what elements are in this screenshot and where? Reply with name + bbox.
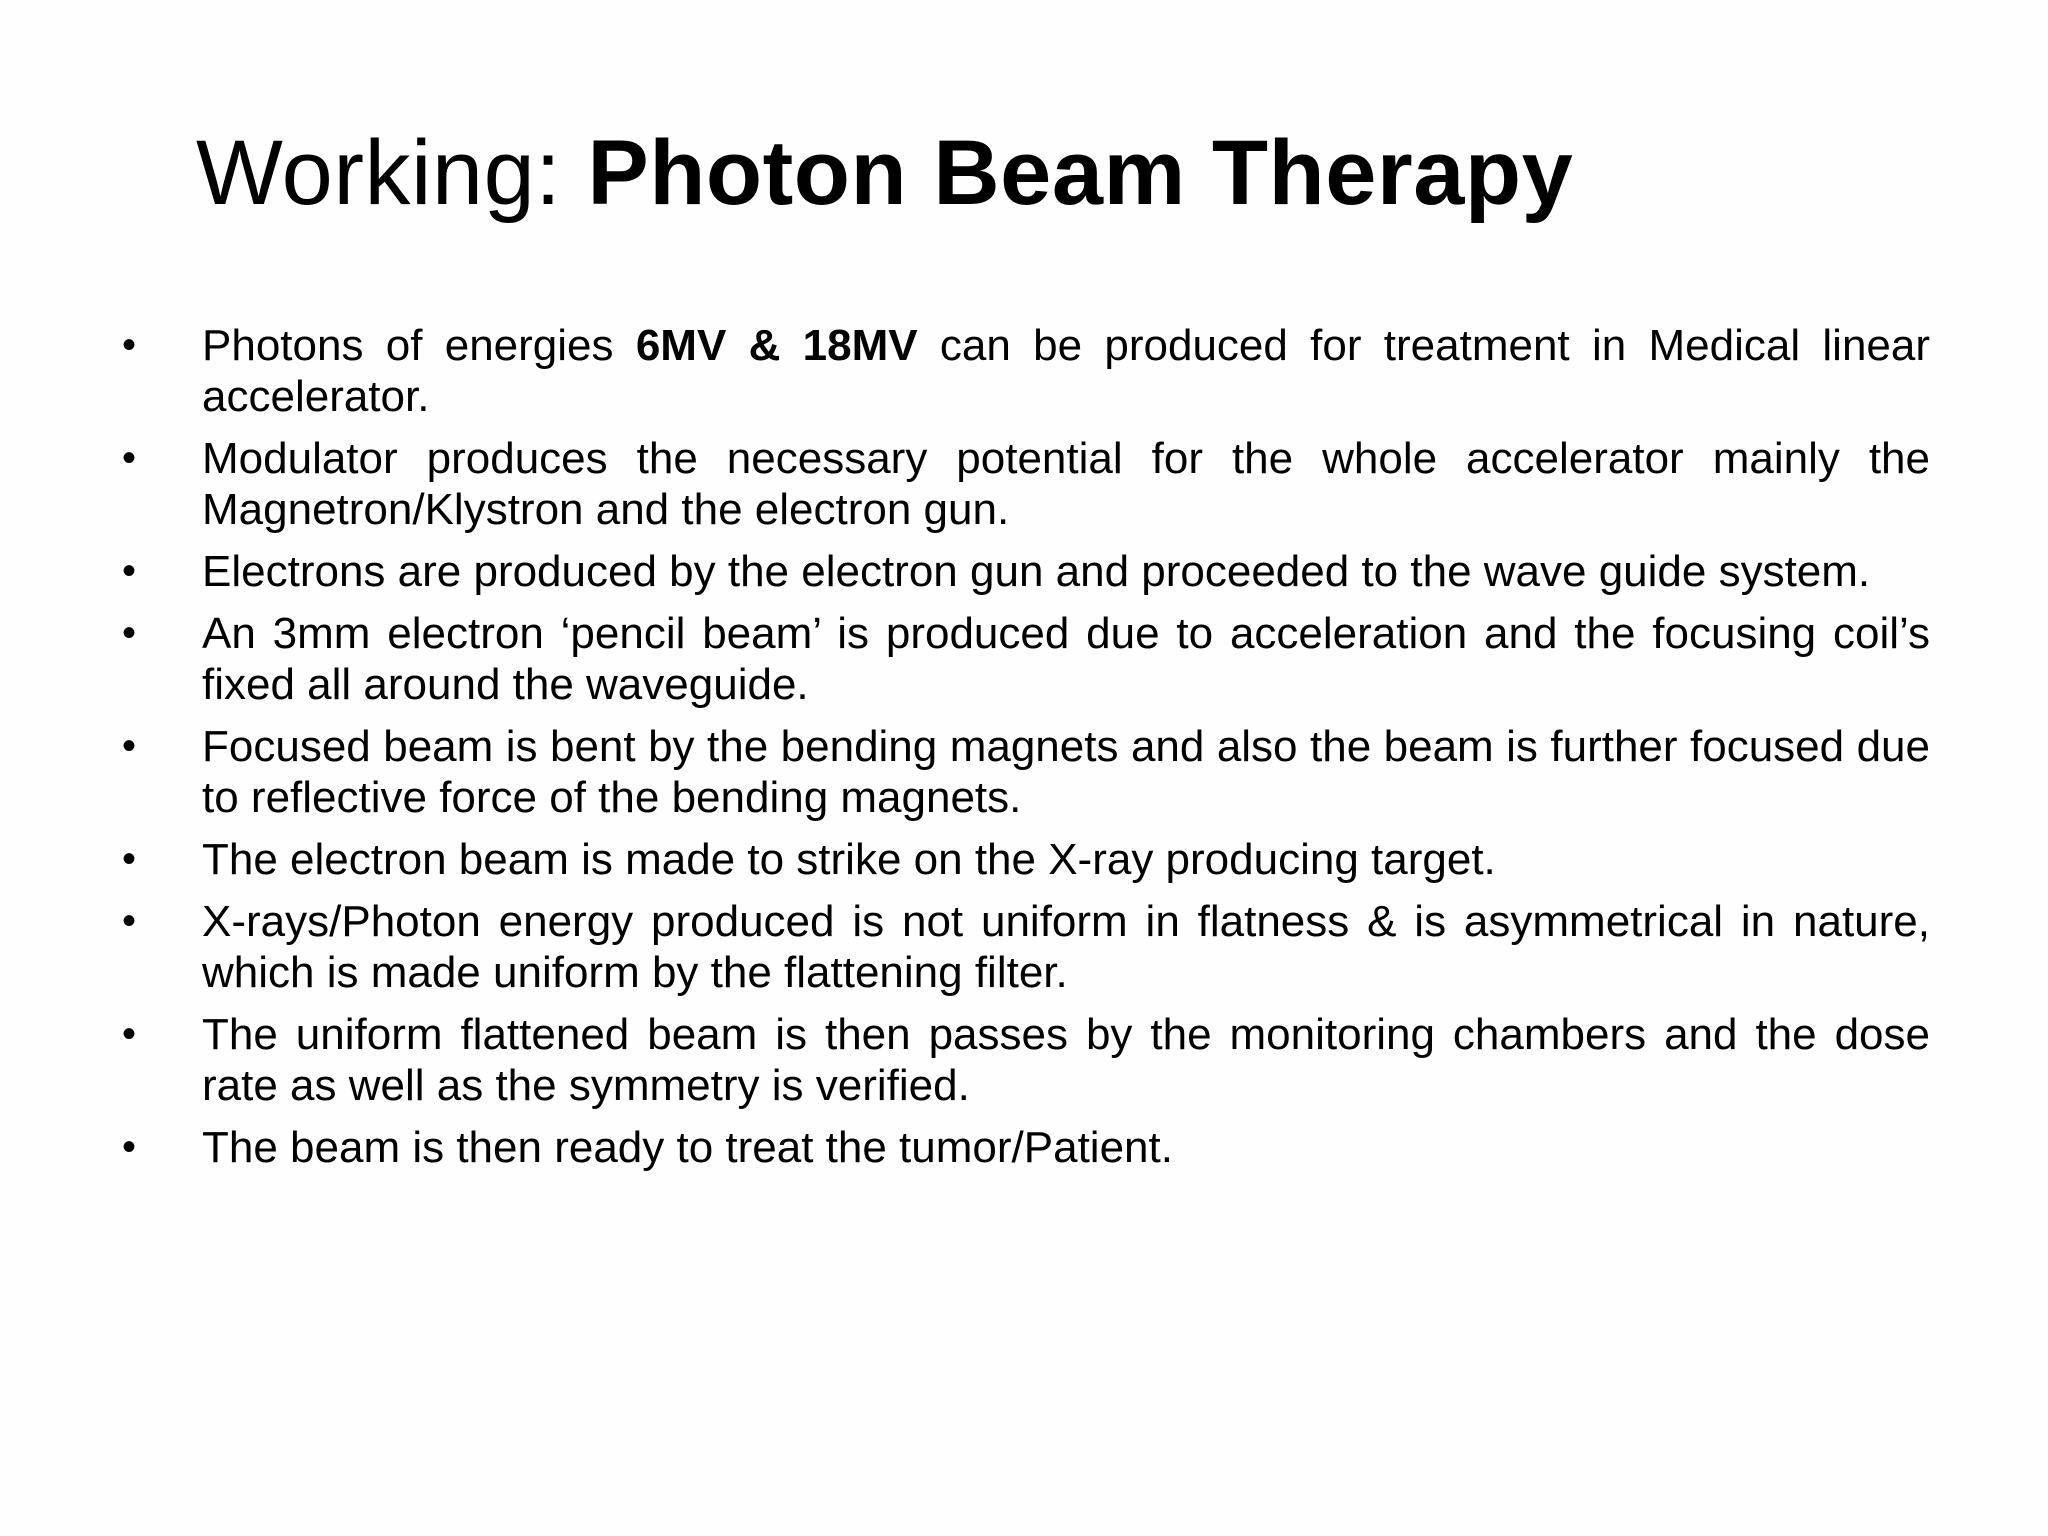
- bullet-text: The uniform flattened beam is then passes by the monitoring chambers and the dose rate as well as the symmetry is verified.: [202, 1010, 1930, 1110]
- bullet-item: [118, 433, 1930, 535]
- bullet-item: [118, 1122, 1930, 1173]
- bullet-item: [118, 896, 1930, 998]
- bullet-text: Electrons are produced by the electron gun and proceeded to the wave guide system.: [202, 547, 1871, 596]
- bullet-dot-icon: •: [122, 899, 137, 943]
- bullet-dot-icon: •: [122, 611, 137, 655]
- bullet-item: [118, 834, 1930, 885]
- bullet-item: [118, 608, 1930, 710]
- bullet-bold-text: 6MV & 18MV: [635, 321, 918, 370]
- bullet-list: [118, 320, 1930, 1184]
- slide-title: [196, 118, 1573, 228]
- bullet-text: An 3mm electron ‘pencil beam’ is produced due to acceleration and the focusing coil’s fixed all around the waveguide.: [202, 609, 1930, 709]
- bullet-text: Focused beam is bent by the bending magnets and also the beam is further focused due to reflective force of the bending magnets.: [202, 722, 1930, 822]
- bullet-item: [118, 1009, 1930, 1111]
- bullet-text: X-rays/Photon energy produced is not uniform in flatness & is asymmetrical in nature, which is made uniform by the flattening filter.: [202, 897, 1930, 997]
- bullet-dot-icon: •: [122, 1125, 137, 1169]
- bullet-text: Modulator produces the necessary potential for the whole accelerator mainly the Magnetron/Klystron and the electron gun.: [202, 434, 1930, 534]
- bullet-dot-icon: •: [122, 549, 137, 593]
- bullet-text-after: can be produced for treatment in Medical linear accelerator.: [202, 321, 1931, 421]
- bullet-item: [118, 320, 1930, 422]
- bullet-item: [118, 546, 1930, 597]
- bullet-dot-icon: •: [122, 1012, 137, 1056]
- bullet-dot-icon: •: [122, 436, 137, 480]
- bullet-text: Photons of energies: [202, 321, 636, 370]
- bullet-text: The beam is then ready to treat the tumor/Patient.: [202, 1123, 1173, 1172]
- bullet-text: The electron beam is made to strike on the X-ray producing target.: [202, 835, 1496, 884]
- title-bold-text: Photon Beam Therapy: [587, 122, 1574, 224]
- bullet-dot-icon: •: [122, 323, 137, 367]
- bullet-dot-icon: •: [122, 724, 137, 768]
- title-prefix: Working:: [196, 122, 562, 224]
- bullet-dot-icon: •: [122, 837, 137, 881]
- bullet-item: [118, 721, 1930, 823]
